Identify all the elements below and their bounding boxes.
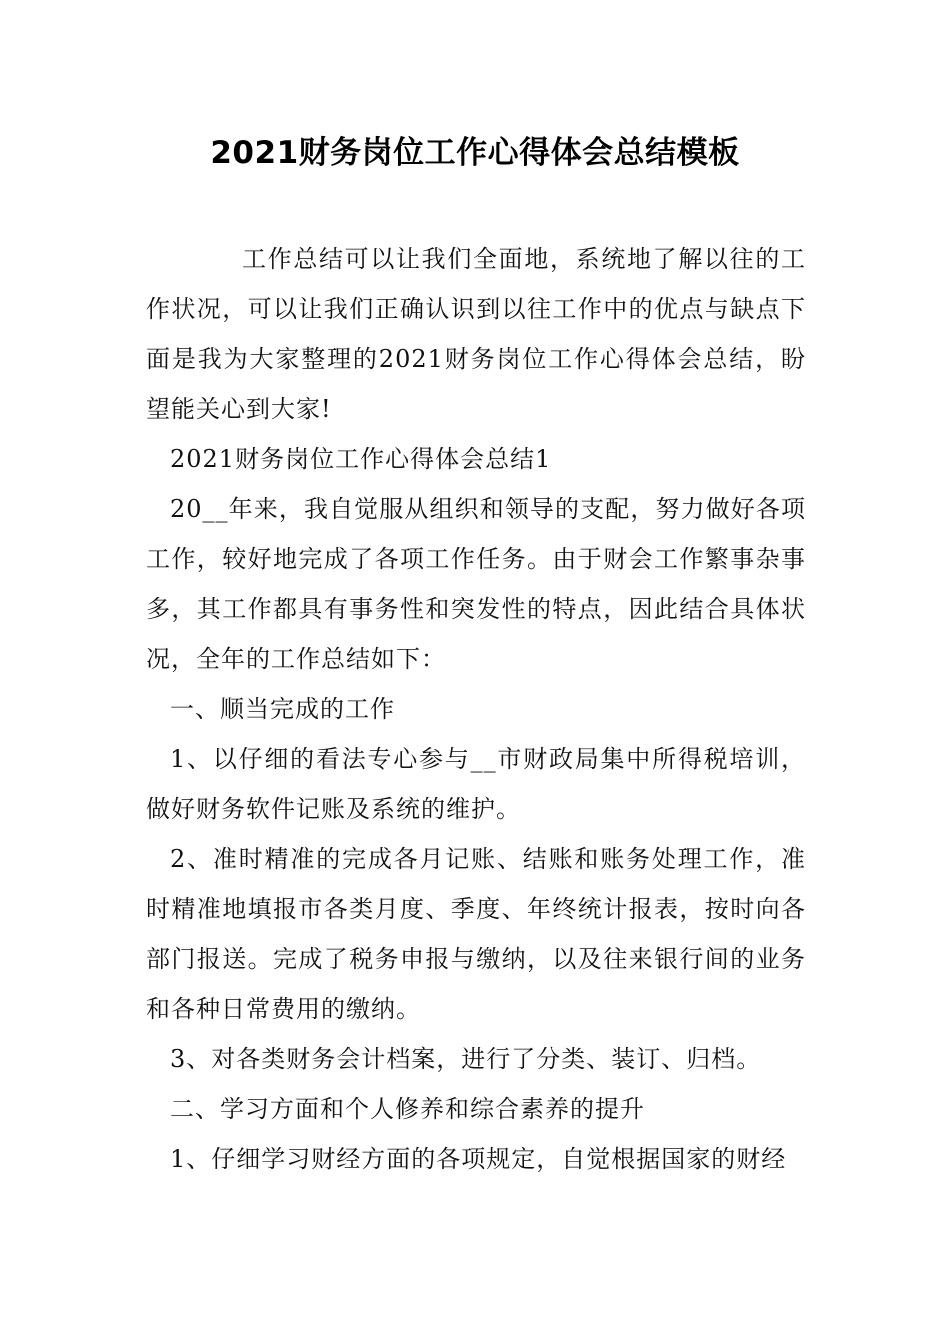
- subsection-heading: 一、顺当完成的工作: [170, 695, 395, 723]
- list-item: 1、仔细学习财经方面的各项规定，自觉根据国家的财经: [170, 1145, 787, 1173]
- list-item: 2、准时精准的完成各月记账、结账和账务处理工作，准时精准地填报市各类月度、季度、年终统计报表，按时向各部门报送。完成了税务申报与缴纳，以及往来银行间的业务和各种日常费用的缴纳。: [146, 845, 806, 1023]
- document-title: 2021财务岗位工作心得体会总结模板: [210, 135, 740, 171]
- section-heading: 2021财务岗位工作心得体会总结1: [170, 445, 552, 473]
- intro-paragraph: 工作总结可以让我们全面地，系统地了解以往的工作状况，可以让我们正确认识到以往工作中的优点与缺点下面是我为大家整理的2021财务岗位工作心得体会总结，盼望能关心到大家!: [146, 245, 806, 423]
- body-paragraph: 20__年来，我自觉服从组织和领导的支配，努力做好各项工作，较好地完成了各项工作任务。由于财会工作繁事杂事多，其工作都具有事务性和突发性的特点，因此结合具体状况，全年的工作总结如下：: [146, 495, 806, 673]
- list-item: 3、对各类财务会计档案，进行了分类、装订、归档。: [170, 1045, 762, 1073]
- list-item: 1、以仔细的看法专心参与__市财政局集中所得税培训，做好财务软件记账及系统的维护。: [146, 745, 806, 823]
- document-body: [146, 234, 806, 1184]
- subsection-heading: 二、学习方面和个人修养和综合素养的提升: [170, 1095, 645, 1123]
